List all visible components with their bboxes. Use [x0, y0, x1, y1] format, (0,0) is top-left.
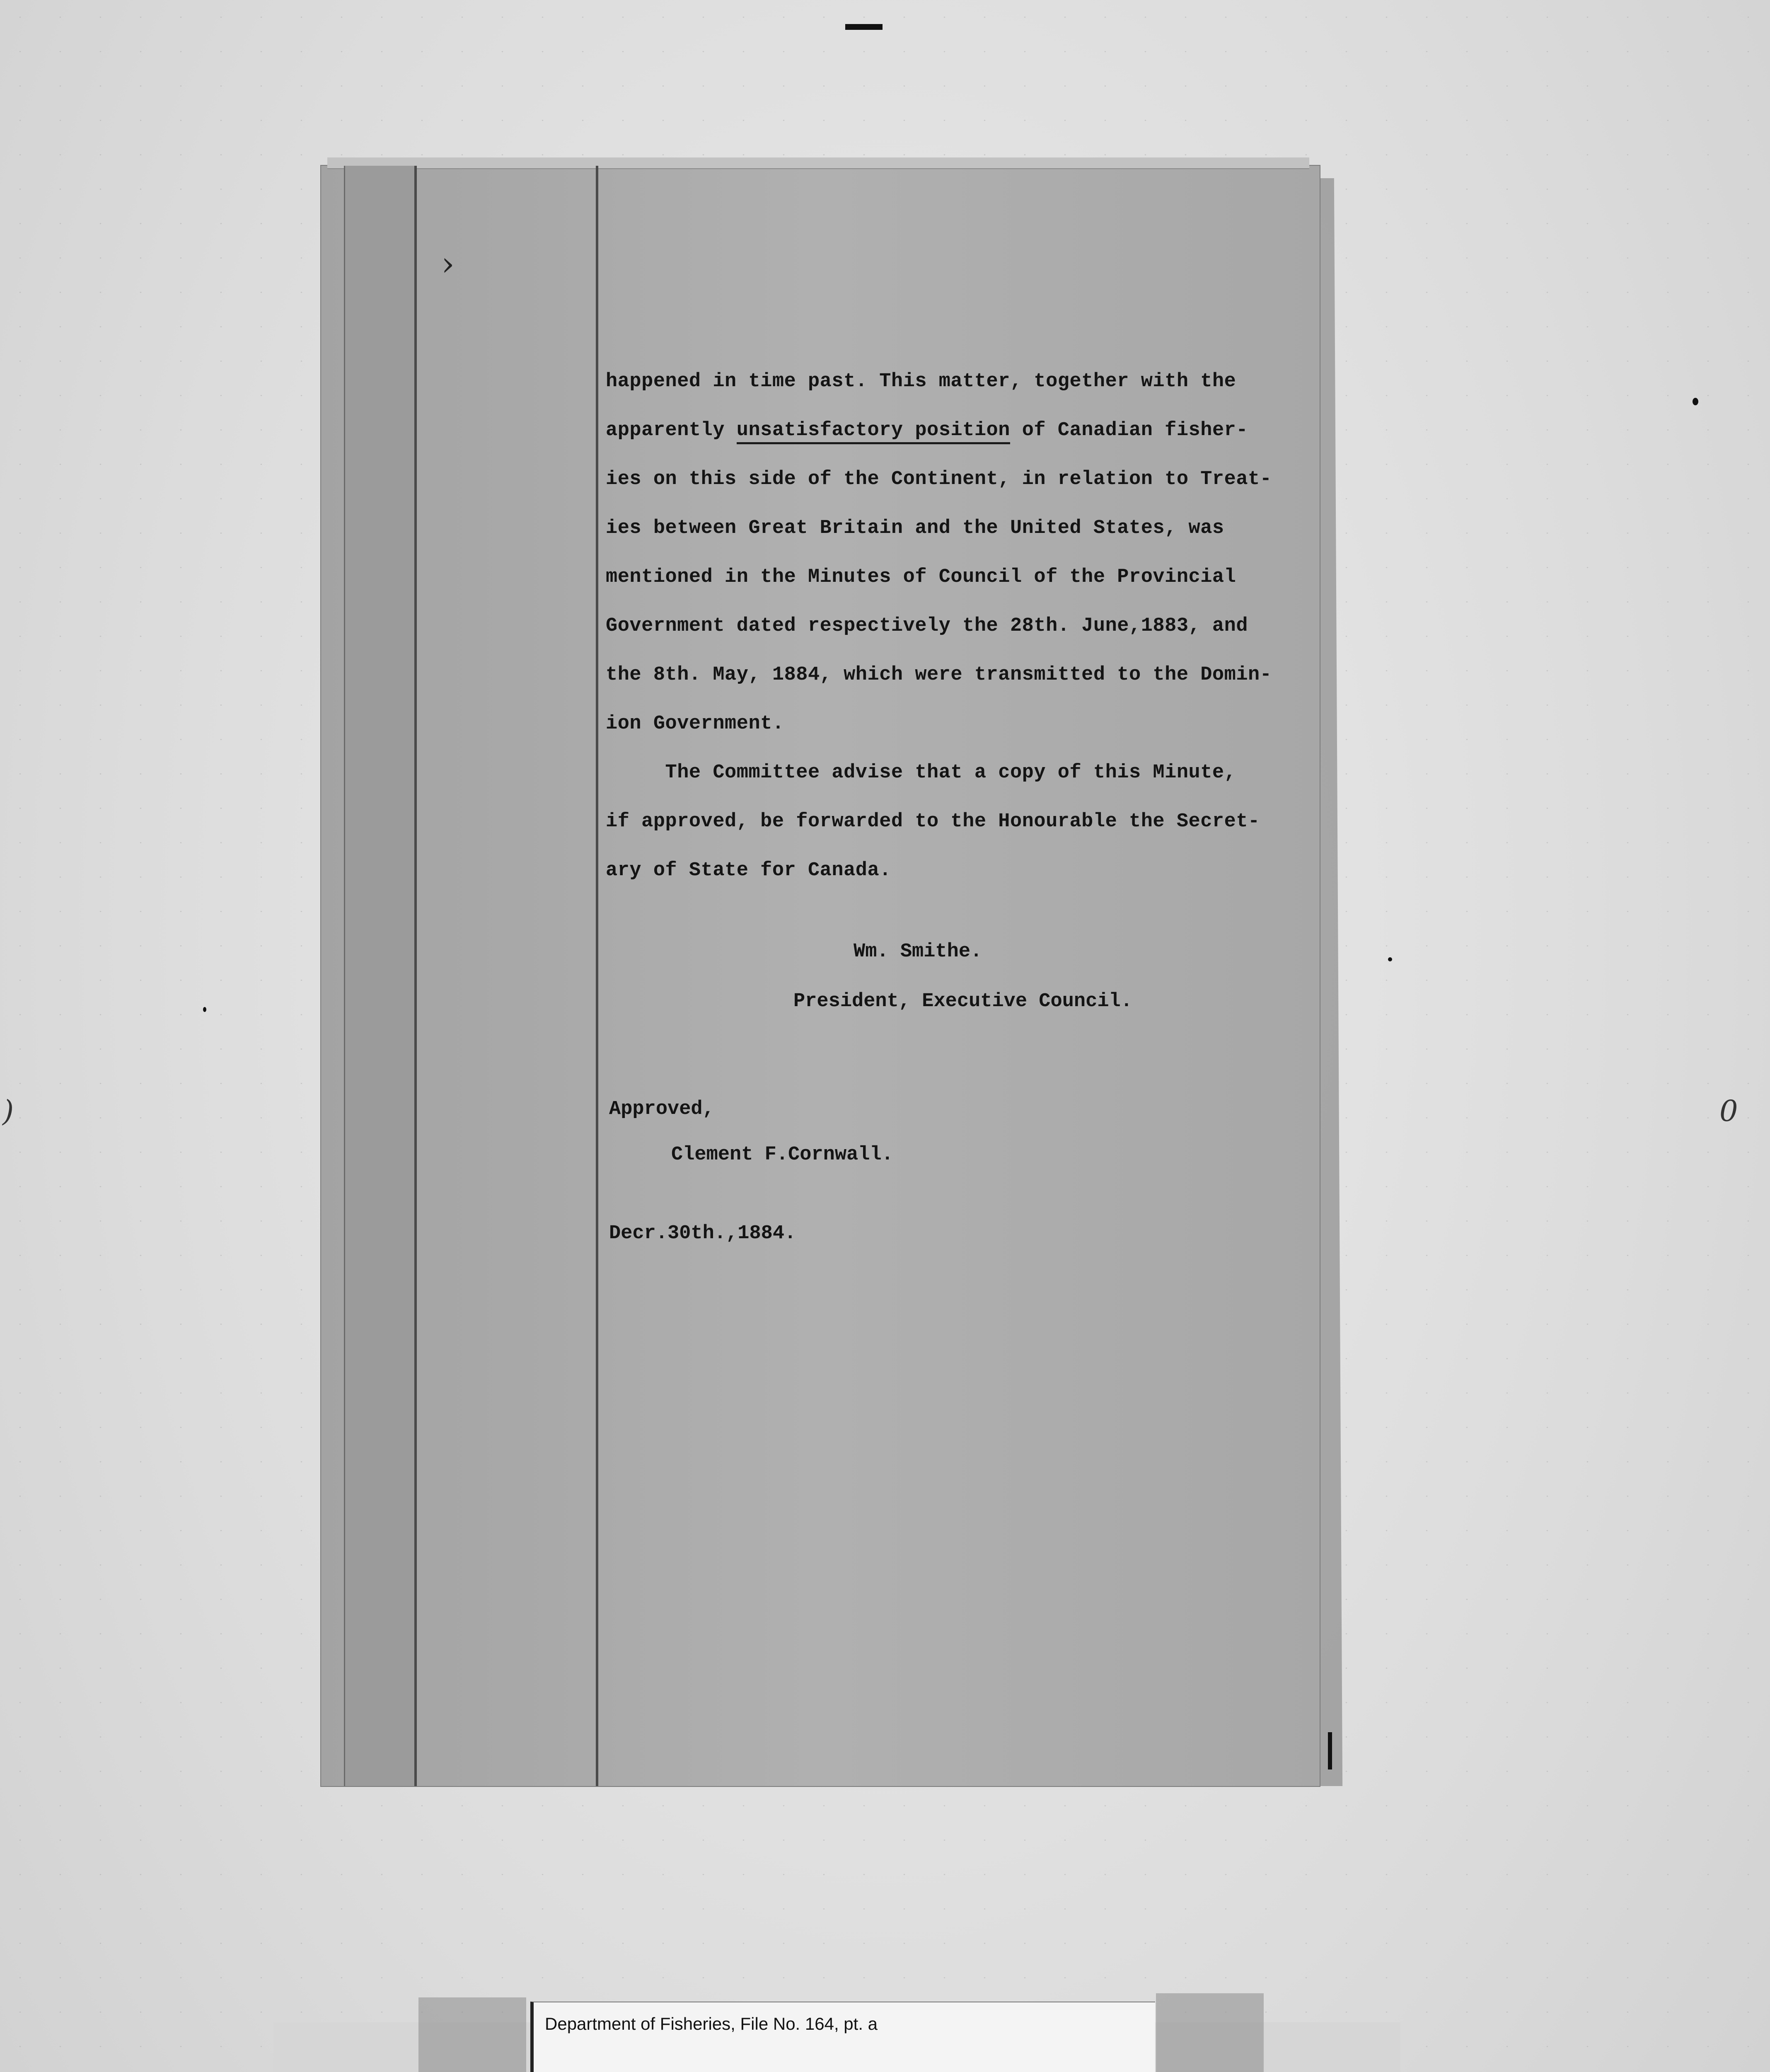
line-suffix: of Canadian fisher-	[1010, 419, 1248, 441]
body-line: if approved, be forwarded to the Honourable the Secret-	[606, 811, 1260, 833]
file-label-card	[530, 2002, 1155, 2072]
approved-name: Clement F.Cornwall.	[671, 1144, 893, 1166]
body-line: happened in time past. This matter, together with the	[606, 370, 1236, 392]
left-edge-mark: )	[2, 1094, 14, 1128]
speck	[1693, 398, 1698, 405]
speck	[1388, 957, 1392, 961]
body-line: ies between Great Britain and the United States, was	[606, 517, 1224, 539]
film-top-mark	[845, 24, 883, 30]
margin-tick-mark: ›	[441, 244, 455, 283]
approved-label: Approved,	[609, 1098, 714, 1120]
page-edge-tick	[1328, 1732, 1332, 1769]
speck	[203, 1007, 206, 1012]
margin-rule	[344, 166, 345, 1786]
right-edge-mark: 0	[1719, 1094, 1738, 1128]
body-line: mentioned in the Minutes of Council of the Provincial	[606, 566, 1236, 588]
body-line: Government dated respectively the 28th. June,1883, and	[606, 615, 1248, 637]
underlined-phrase: unsatisfactory position	[737, 419, 1010, 444]
file-label-text: Department of Fisheries, File No. 164, pt. a	[545, 2014, 878, 2033]
margin-rule	[596, 166, 598, 1786]
page-margin-column	[344, 166, 414, 1786]
body-line: ion Government.	[606, 713, 784, 735]
body-line: ies on this side of the Continent, in relation to Treat-	[606, 468, 1272, 490]
page-top-edge	[327, 157, 1309, 169]
document-date: Decr.30th.,1884.	[609, 1222, 796, 1244]
body-line: the 8th. May, 1884, which were transmitted to the Domin-	[606, 664, 1272, 686]
tape-strip	[1156, 1993, 1264, 2072]
line-prefix: apparently	[606, 419, 737, 441]
margin-rule	[414, 166, 417, 1786]
body-line: ary of State for Canada.	[606, 859, 891, 881]
signature-title: President, Executive Council.	[793, 990, 1132, 1012]
body-line: The Committee advise that a copy of this Minute,	[606, 762, 1236, 784]
tape-strip	[418, 1997, 526, 2072]
document-body	[606, 357, 1310, 895]
body-line-underlined	[606, 406, 1310, 455]
signature-name: Wm. Smithe.	[854, 941, 982, 963]
